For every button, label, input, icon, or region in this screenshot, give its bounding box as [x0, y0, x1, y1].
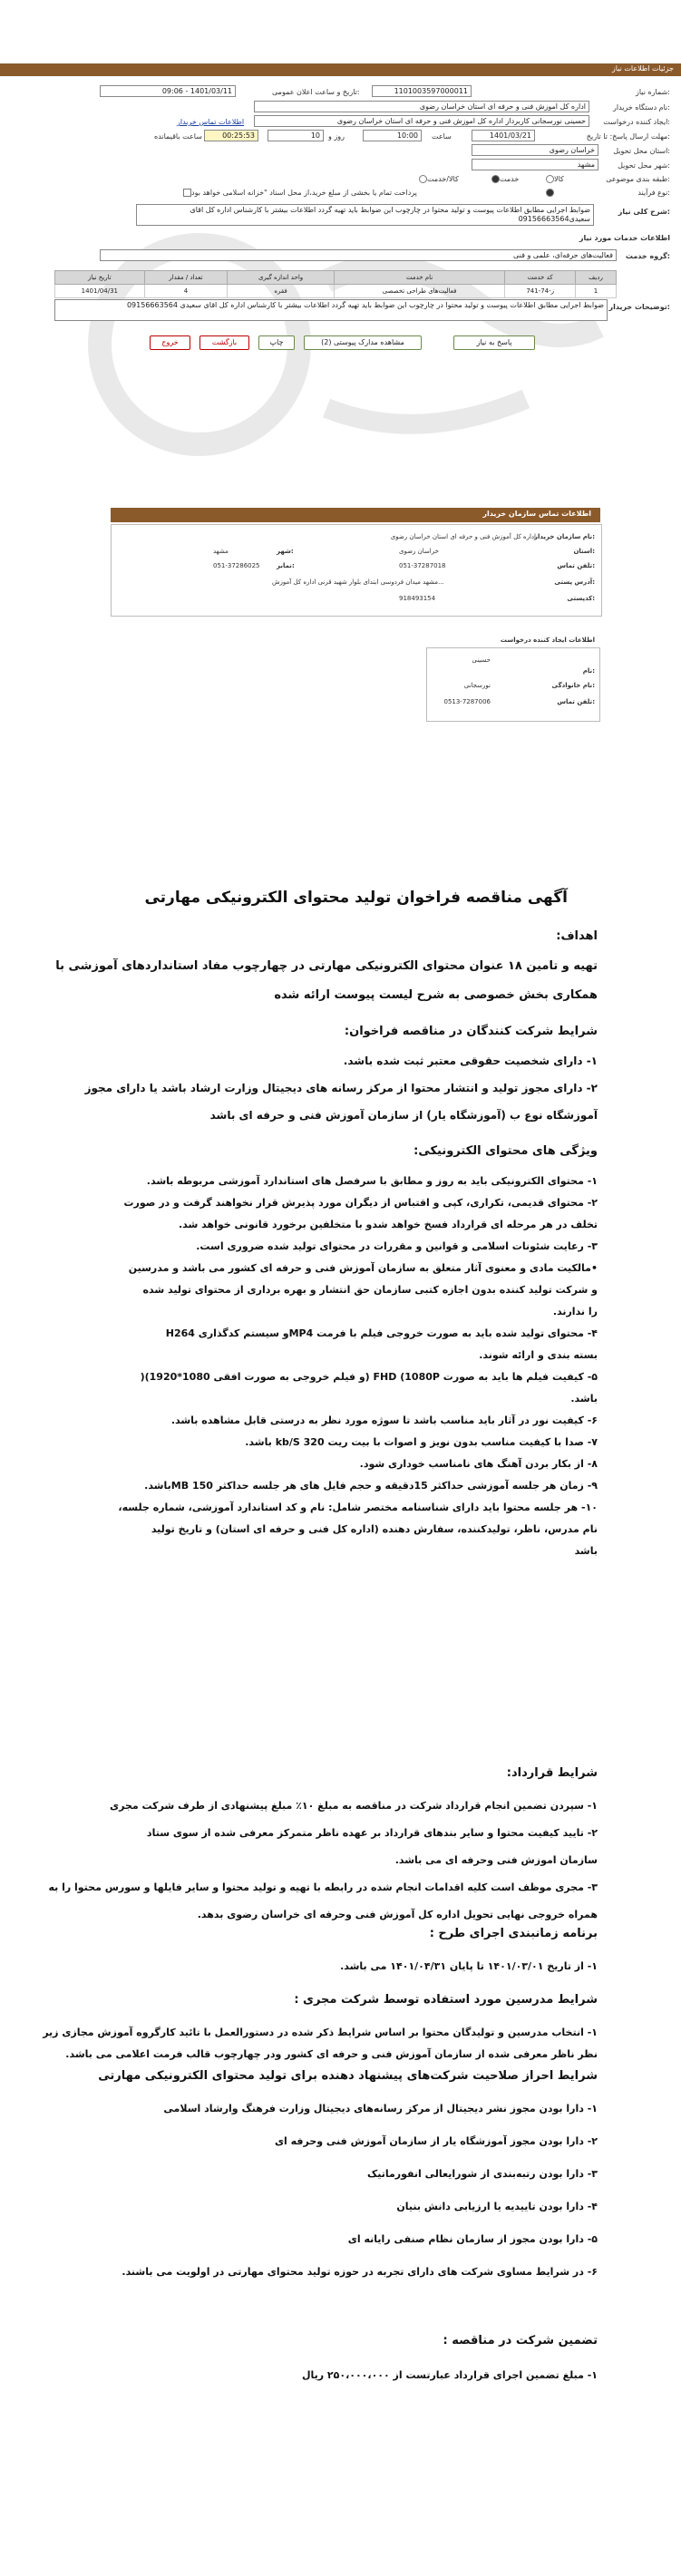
days-label: روز و: [328, 132, 345, 141]
features-line: ۱- محتوای الکترونیکی باید به روز و مطابق با سرفصل های استاندارد آموزشی مربوطه باشد.: [146, 1175, 598, 1187]
need-number-label: شماره نیاز:: [635, 88, 670, 96]
breadcrumb-bar: [0, 63, 681, 76]
services-header: اطلاعات خدمات مورد نیاز: [579, 234, 670, 242]
qual-line: ۳- دارا بودن رتبه‌بندی از شورایعالی انفورماتیک: [366, 2168, 598, 2180]
features-line: ۶- کیفیت نور در آثار باید مناسب باشد تا سوژه مورد نظر به درستی قابل مشاهده باشد.: [170, 1414, 598, 1426]
features-line: ۸- از بکار بردن آهنگ های نامناسب خوداری شود.: [359, 1458, 598, 1470]
announce-field: 1401/03/11 - 09:06: [100, 85, 236, 97]
features-line: تخلف در هر مرحله ای قرارداد فسخ خواهد شدو با متخلفین برخورد قانونی خواهد شد.: [178, 1219, 598, 1230]
purchase-type-label: نوع فرآیند:: [637, 189, 670, 197]
buyer-field: اداره کل اموزش فنی و حرفه ای استان خراسان رضوی: [254, 101, 589, 112]
contact-title: اطلاعات تماس سازمان خریدار: [482, 510, 591, 518]
attachments-button[interactable]: مشاهده مدارک پیوستی (2): [304, 335, 422, 350]
participants-line: آموزشگاه نوع ب (آموزشگاه یار) از سازمان آموزش فنی و حرفه ای باشد: [209, 1109, 598, 1122]
delivery-province-label: استان محل تحویل:: [613, 147, 670, 155]
desc-label: شرح کلی نیاز:: [618, 208, 670, 216]
participants-line: ۱- دارای شخصیت حقوقی معتبر ثبت شده باشد.: [343, 1055, 598, 1067]
cell-service-code: ز-74-741: [505, 285, 576, 298]
postal-label: کدپستی:: [567, 595, 595, 602]
qualification-heading: شرایط احراز صلاحیت شرکت‌های پیشنهاد دهنده برای تولید محتوای الکترونیکی مهارتی: [98, 2069, 598, 2083]
category-option-goods[interactable]: کالا: [544, 175, 564, 183]
remaining-time-field: 00:25:53: [204, 130, 258, 141]
qual-line: ۴- دارا بودن تاییدیه یا ارزیابی دانش بنیان: [396, 2201, 598, 2212]
need-number-field: 1101003597000011: [372, 85, 472, 97]
col-service-code: کد خدمت: [505, 271, 576, 285]
service-group-field: فعالیت‌های حرفه‌ای، علمی و فنی: [100, 249, 617, 261]
contract-heading: شرایط قرارداد:: [506, 1766, 598, 1780]
back-button[interactable]: بازگشت: [199, 335, 249, 350]
fax-label: نمابر:: [277, 562, 295, 569]
category-label: طبقه بندی موضوعی:: [606, 175, 670, 183]
cell-service-name: فعالیت‌های طراحی تخصصی: [334, 285, 504, 298]
creator-name-label: نام:: [582, 667, 595, 675]
features-line: ۹- زمان هر جلسه آموزشی حداکثر 15دقیقه و حجم فایل های هر جلسه حداکثر 150 MBباشد.: [144, 1480, 598, 1492]
participants-line: ۲- دارای مجوز تولید و انتشار محتوا از مرکز رسانه های دیجیتال وزارت ارشاد باشد یا دارای مجوز: [84, 1082, 598, 1094]
announce-label: تاریخ و ساعت اعلان عمومی:: [272, 88, 360, 96]
creator-tel-label: تلفن تماس:: [557, 698, 595, 705]
qual-line: ۲- دارا بودن مجوز آموزشگاه یار از سازمان آموزش فنی وحرفه ای: [274, 2135, 598, 2147]
features-line: بسته بندی و ارائه شوند.: [479, 1349, 598, 1361]
fax-value: 051-37286025: [213, 562, 260, 569]
contract-line: ۳- مجری موظف است کلیه اقدامات انجام شده در رابطه با تهیه و تولید محتوا و سایر فایلها و سورس محتوا را به: [48, 1881, 598, 1893]
province-label: استان:: [573, 548, 595, 555]
cell-row: 1: [576, 285, 617, 298]
city-label: شهر:: [277, 548, 294, 555]
qual-line: ۶- در شرایط مساوی شرکت های دارای تجربه در حوزه تولید محتوای مهارتی در اولویت می باشند.: [122, 2266, 598, 2278]
features-line: ۴- محتوای تولید شده باید به صورت خروجی فیلم با فرمت MP4و سیستم کدگذاری H264: [165, 1327, 598, 1339]
cell-need-date: 1401/04/31: [55, 285, 145, 298]
creator-header: اطلاعات ایجاد کننده درخواست: [500, 637, 595, 644]
services-table: [54, 270, 617, 298]
org-value: اداره کل آموزش فنی و حرفه ای استان خراسان رضوی: [390, 533, 536, 540]
features-line: باشد.: [570, 1393, 598, 1405]
print-button[interactable]: چاپ: [258, 335, 295, 350]
contract-line: سازمان اموزش فنی وحرفه ای می باشد.: [394, 1854, 598, 1866]
creator-name-value: حسینی: [472, 656, 491, 664]
city-value: مشهد: [213, 548, 229, 555]
deadline-label: مهلت ارسال پاسخ: تا تاریخ:: [586, 132, 670, 141]
features-line: ۱۰- هر جلسه محتوا باید دارای شناسنامه مختصر شامل: نام و کد استاندارد آموزشی، شماره جلسه،: [118, 1502, 598, 1513]
phone-value: 051-37287018: [399, 562, 446, 569]
contract-line: همراه خروجی نهایی تحویل اداره کل آموزش فنی وحرفه ای خراسان رضوی بدهد.: [197, 1909, 598, 1920]
features-line: نام مدرس، ناظر، تولیدکننده، سفارش دهنده (اداره کل فنی و حرفه ای استان) و تاریخ تولید: [151, 1523, 598, 1535]
col-service-name: نام خدمت: [334, 271, 504, 285]
deadline-time-label: ساعت: [432, 132, 452, 141]
features-line: ۷- صدا با کیفیت مناسب بدون نویز و اصوات با بیت ریت kb/S 320 باشد.: [245, 1436, 598, 1448]
exit-button[interactable]: خروج: [150, 335, 190, 350]
buyer-notes-label: توضیحات خریدار:: [608, 303, 670, 311]
features-line: ۳- رعایت شئونات اسلامی و قوانین و مقررات در محتوای تولید شده ضروری است.: [196, 1240, 598, 1252]
service-group-label: گروه خدمت:: [625, 252, 670, 260]
table-header-row: [55, 271, 617, 285]
postal-value: 918493154: [399, 595, 436, 602]
deadline-time-field: 10:00: [363, 130, 422, 141]
treasury-note[interactable]: پرداخت تمام یا بخشی از مبلغ خرید،از محل اسناد "خزانه اسلامی خواهد بود: [181, 189, 417, 197]
contract-line: ۱- سپردن تضمین انجام قرارداد شرکت در مناقصه به مبلغ ۱۰٪ مبلغ پیشنهادی از طرف شرکت مجری: [110, 1800, 598, 1812]
table-row: [55, 285, 617, 298]
creator-tel-value: 0513-7287006: [443, 698, 491, 705]
schedule-heading: برنامه زمانبندی اجرای طرح :: [429, 1927, 598, 1940]
features-heading: ویژگی های محتوای الکترونیکی:: [413, 1144, 598, 1158]
buyer-label: نام دستگاه خریدار:: [612, 103, 670, 112]
goals-heading: اهداف:: [556, 929, 598, 943]
qual-line: ۱- دارا بودن مجوز نشر دیجیتال از مرکز رسانه‌های دیجیتال وزارت فرهنگ وارشاد اسلامی: [163, 2103, 598, 2114]
org-label: نام سازمان خریدار:: [533, 533, 595, 540]
purchase-type-radio[interactable]: [544, 189, 554, 197]
buyer-notes-field: ضوابط اجرایی مطابق اطلاعات پیوست و تولید محتوا در چارچوب این ضوابط باید تهیه گردد اطلاعات بیشتر با کارشناس اداره کل اقای سعیدی 09156663564: [54, 299, 608, 321]
goals_text-line: تهیه و تامین ۱۸ عنوان محتوای الکترونیکی مهارتی در چهارچوب مفاد استانداردهای آموزشی با: [55, 959, 598, 973]
province-value: خراسان رضوی: [399, 548, 439, 555]
goals_text-line: همکاری بخش خصوصی به شرح لیست پیوست ارائه شده: [274, 988, 598, 1002]
features-line: را ندارند.: [552, 1306, 598, 1317]
creator-field: حسینی نورسجانی کاربرداز اداره کل اموزش فنی و حرفه ای استان خراسان رضوی: [254, 115, 589, 127]
address-value: مشهد میدان فردوسی ابتدای بلوار شهید قرنی اداره کل آموزش...: [272, 578, 444, 586]
features-line: ۲- محتوای قدیمی، تکراری، کپی و اقتباس از دیگران مورد پذیرش قرار نخواهند گرفت و در صورت: [123, 1197, 598, 1209]
deadline-date-field: 1401/03/21: [472, 130, 535, 141]
reply-button[interactable]: پاسخ به نیاز: [453, 335, 535, 350]
delivery-city-label: شهر محل تحویل:: [618, 161, 670, 170]
teachers-line: نظر ناظر معرفی شده از سازمان آموزش فنی و حرفه ای کشور ودر چهارچوب قالب فرمت اعلامی می باشد.: [65, 2048, 598, 2060]
contract-line: ۲- تایید کیفیت محتوا و سایر بندهای قرارداد بر عهده ناظر متمرکز معرفی شده از سوی ستاد: [146, 1827, 598, 1839]
delivery-province-field: خراسان رضوی: [472, 144, 598, 156]
col-need-date: تاریخ نیاز: [55, 271, 145, 285]
buyer-contact-link[interactable]: اطلاعات تماس خریدار: [177, 118, 245, 126]
address-label: آدرس پستی:: [554, 578, 595, 586]
col-row: ردیف: [576, 271, 617, 285]
creator-family-value: نورسجانی: [463, 682, 491, 689]
features-line: ۵- کیفیت فیلم ها باید به صورت FHD (1080P (و فیلم خروجی به صورت افقی 1080*1920)(: [140, 1371, 598, 1383]
col-unit: واحد اندازه گیری: [228, 271, 335, 285]
participants-heading: شرایط شرکت کنندگان در مناقصه فراخوان:: [344, 1025, 598, 1038]
features-line: باشد: [574, 1545, 598, 1557]
col-quantity: تعداد / مقدار: [144, 271, 228, 285]
guarantee-heading: تضمین شرکت در مناقصه :: [443, 2334, 598, 2348]
delivery-city-field: مشهد: [472, 159, 598, 170]
cell-unit: فقره: [228, 285, 335, 298]
phone-label: تلفن تماس:: [557, 562, 595, 569]
category-option-service[interactable]: خدمت: [490, 175, 519, 183]
features-line: •مالکیت مادی و معنوی آثار متعلق به سازمان آموزش فنی و حرفه ای کشور می باشد و مدرسین: [128, 1262, 598, 1274]
breadcrumb: جزئیات اطلاعات نیاز: [611, 64, 674, 73]
creator-label: ایجاد کننده درخواست:: [603, 118, 670, 126]
doc-title: آگهی مناقصه فراخوان تولید محتوای الکترونیکی مهارتی: [144, 889, 568, 907]
cell-quantity: 4: [144, 285, 228, 298]
teachers-line: ۱- انتخاب مدرسین و تولیدگان محتوا بر اساس شرایط ذکر شده در دستورالعمل با تائید کارگروه آموزش مجازی زیر: [43, 2027, 598, 2038]
contact-header: [111, 508, 600, 522]
creator-family-label: نام خانوادگی:: [551, 682, 595, 689]
schedule-line: ۱- از تاریخ ۱۴۰۱/۰۳/۰۱ تا پایان ۱۴۰۱/۰۴/۳۱ می باشد.: [340, 1960, 598, 1972]
qual-line: ۵- دارا بودن مجوز از سازمان نظام صنفی رایانه ای: [347, 2233, 598, 2245]
desc-field: ضوابط اجرایی مطابق اطلاعات پیوست و تولید محتوا در چارچوب این ضوابط باید تهیه گردد اطلاعات بیشتر با کارشناس اداره کل اقای سعیدی09156663564: [136, 204, 594, 226]
category-option-both[interactable]: کالا/خدمت: [417, 175, 459, 183]
remaining-label: ساعت باقیمانده: [154, 132, 202, 141]
features-line: و شرکت تولید کننده بدون اجازه کتبی سازمان حق انتشار و بهره برداری از محتوای تولید شده: [142, 1284, 598, 1296]
teachers-heading: شرایط مدرسین مورد استفاده توسط شرکت مجری :: [294, 1993, 598, 2007]
guarantee-line: ۱- مبلغ تضمین اجرای قرارداد عبارتست از ۲۵۰،۰۰۰،۰۰۰ ریال: [301, 2369, 598, 2381]
days-field: 10: [268, 130, 324, 141]
